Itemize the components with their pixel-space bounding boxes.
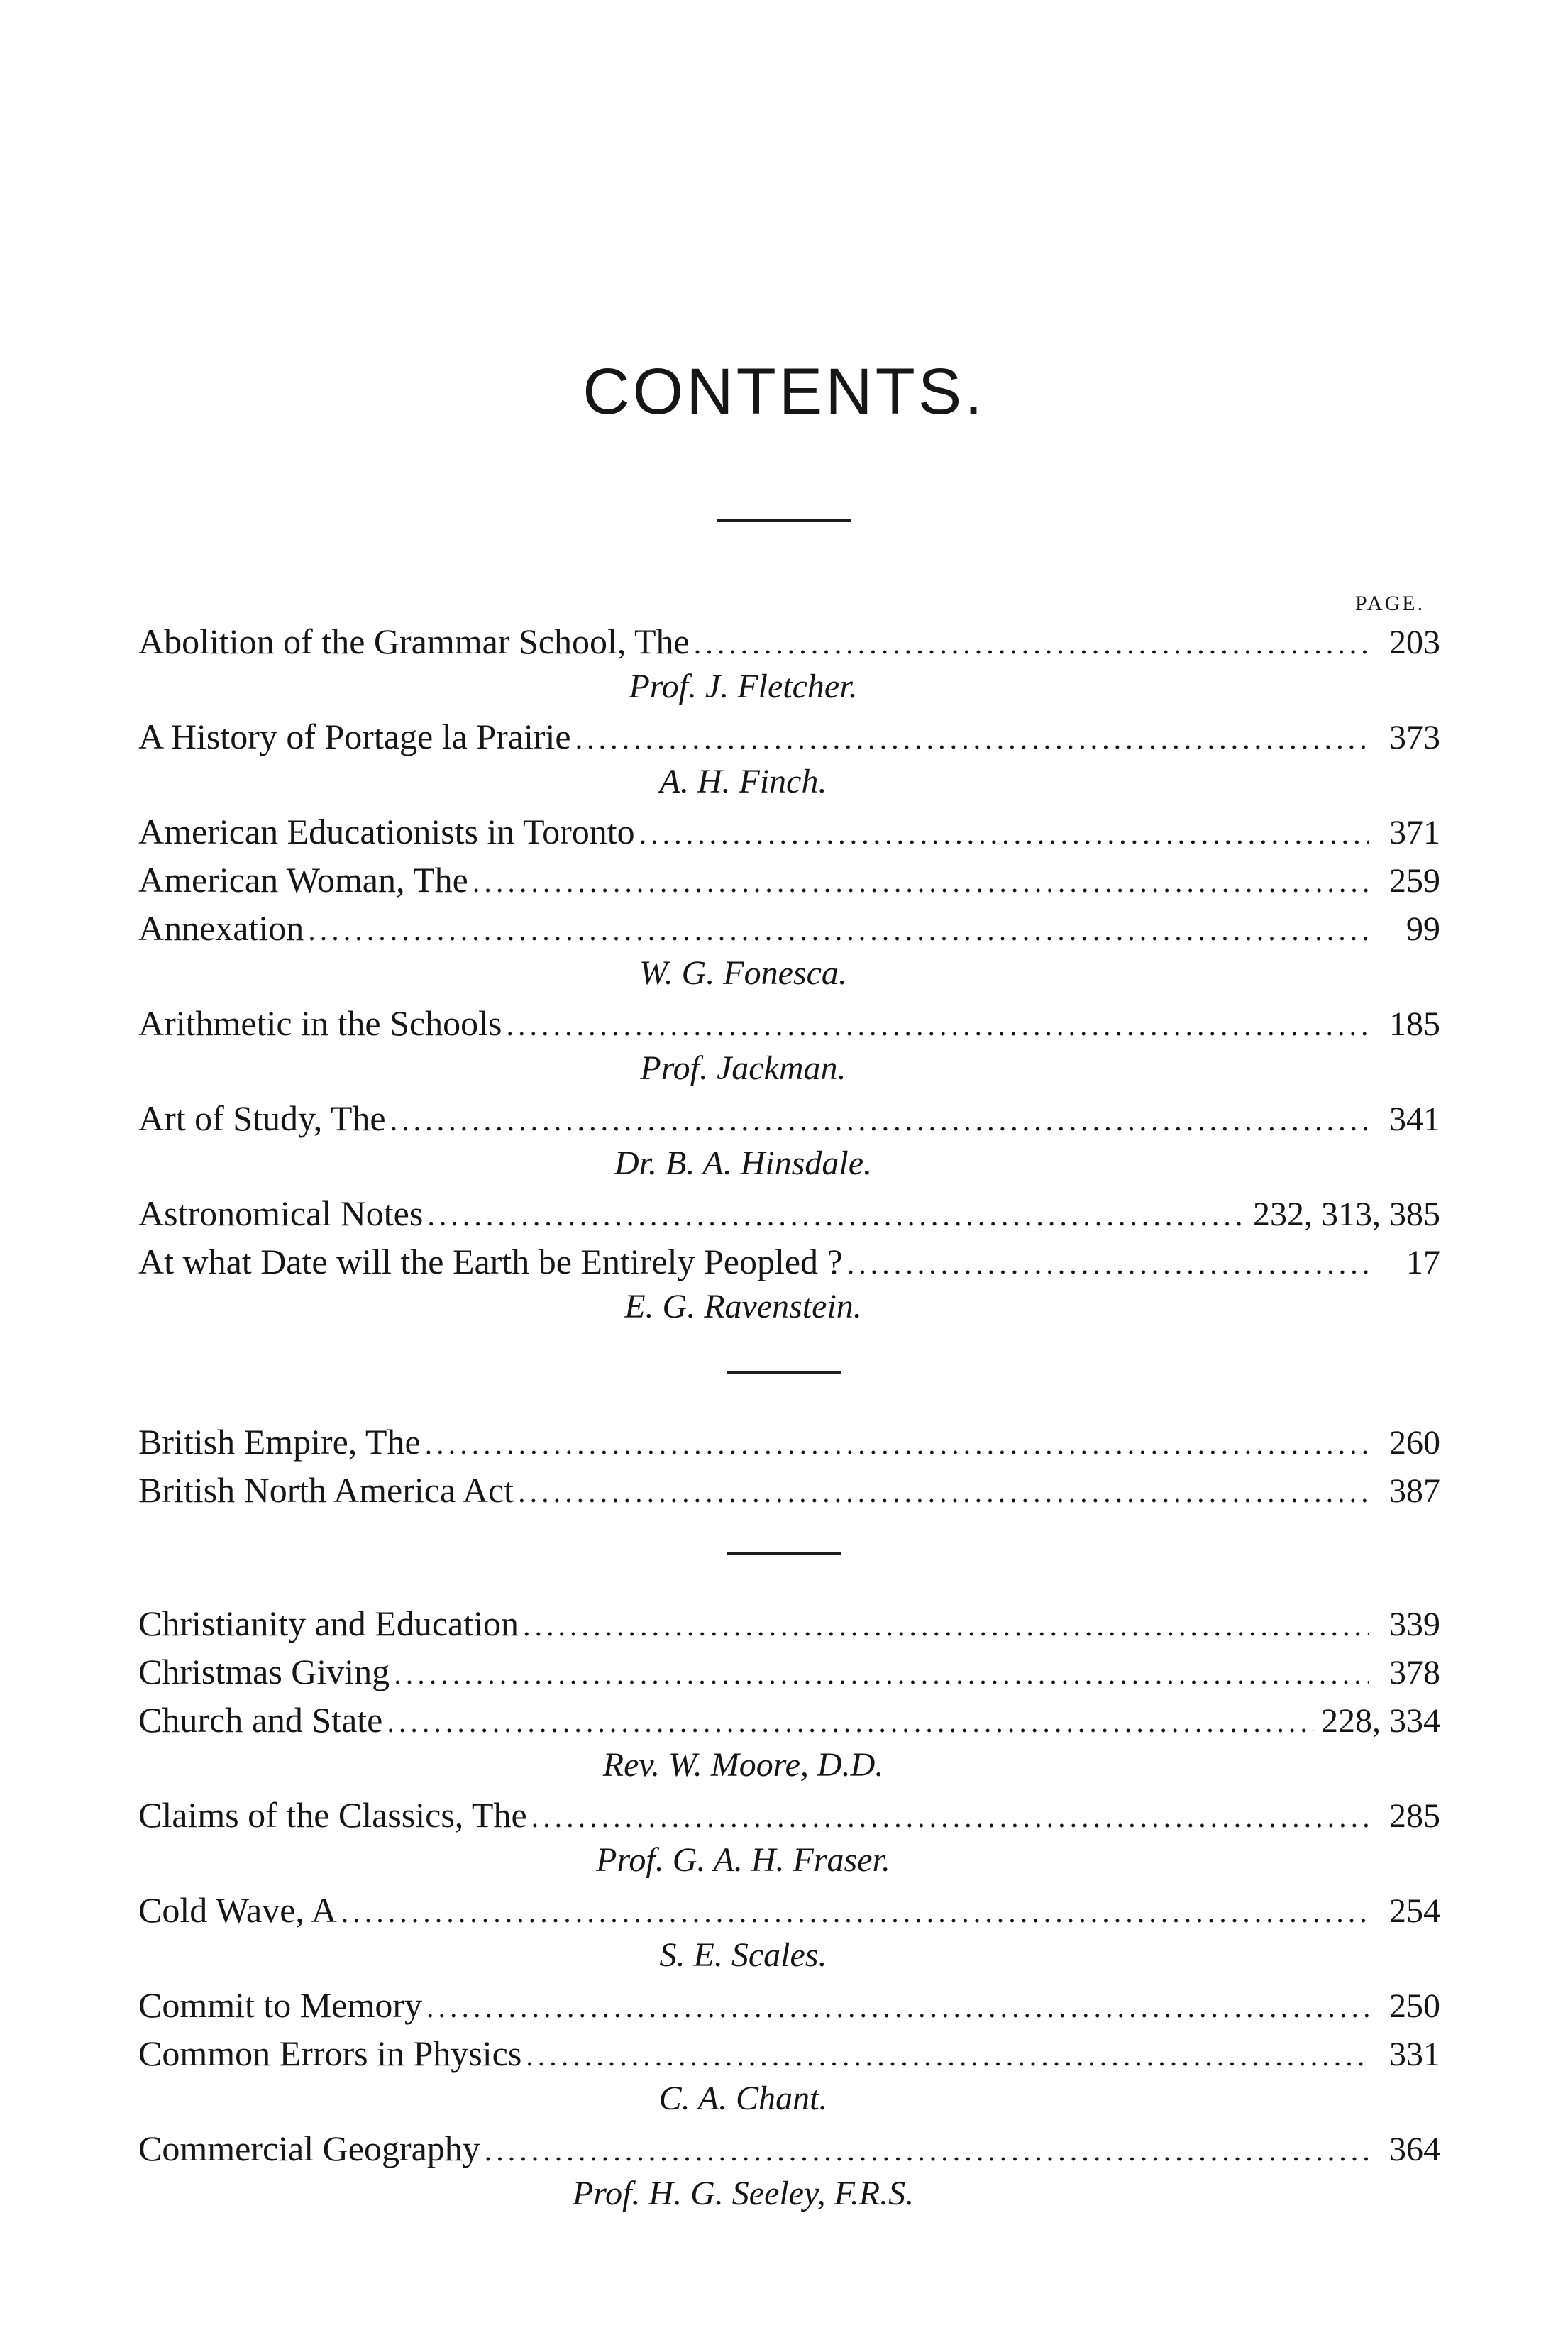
entry-author: W. G. Fonesca. bbox=[639, 954, 847, 992]
entry-title: Christmas Giving bbox=[138, 1652, 390, 1691]
page-title: CONTENTS. bbox=[583, 355, 985, 428]
entry-author: A. H. Finch. bbox=[659, 763, 827, 800]
entry-author: Prof. G. A. H. Fraser. bbox=[596, 1841, 890, 1879]
entry-title: American Woman, The bbox=[138, 860, 468, 900]
toc-entry bbox=[138, 2124, 1440, 2173]
toc-entry bbox=[138, 999, 1440, 1047]
page-number: 99 bbox=[1406, 910, 1440, 948]
entry-title: Cold Wave, A bbox=[138, 1890, 337, 1930]
dot-leader bbox=[523, 1602, 1369, 1650]
page-number: 371 bbox=[1389, 814, 1440, 851]
entry-author: Rev. W. Moore, D.D. bbox=[602, 1746, 884, 1784]
entry-title: Arithmetic in the Schools bbox=[138, 1003, 502, 1043]
page-number: 260 bbox=[1389, 1424, 1440, 1462]
page-number: 185 bbox=[1389, 1005, 1440, 1043]
entry-title: Abolition of the Grammar School, The bbox=[138, 622, 690, 661]
page-number: 285 bbox=[1389, 1797, 1440, 1835]
toc-section bbox=[138, 617, 1440, 1332]
toc-entry bbox=[138, 712, 1440, 761]
entry-author: E. G. Ravenstein. bbox=[624, 1288, 862, 1325]
toc-entry bbox=[138, 1647, 1440, 1696]
entry-title: At what Date will the Earth be Entirely Peopled ? bbox=[138, 1242, 843, 1281]
entry-title: Commit to Memory bbox=[138, 1985, 422, 2025]
dot-leader bbox=[694, 620, 1369, 668]
toc-entry bbox=[138, 2029, 1440, 2077]
toc-entry bbox=[138, 617, 1440, 666]
dot-leader bbox=[387, 1699, 1314, 1747]
toc-entry bbox=[138, 1094, 1440, 1142]
dot-leader bbox=[394, 1650, 1369, 1699]
divider-rule bbox=[727, 1552, 841, 1555]
entry-title: Annexation bbox=[138, 908, 304, 948]
toc-entry bbox=[138, 1237, 1440, 1286]
page-number: 373 bbox=[1389, 719, 1440, 756]
page-column-header: PAGE. bbox=[1355, 592, 1425, 615]
entry-author: Dr. B. A. Hinsdale. bbox=[614, 1144, 873, 1182]
section-divider bbox=[138, 1514, 1440, 1599]
dot-leader bbox=[526, 2032, 1369, 2080]
entry-title: Astronomical Notes bbox=[138, 1193, 424, 1233]
table-of-contents bbox=[138, 617, 1440, 2219]
toc-entry bbox=[138, 1791, 1440, 1839]
entry-title: Commercial Geography bbox=[138, 2129, 480, 2168]
page-number: 232, 313, 385 bbox=[1253, 1196, 1440, 1233]
entry-title: British North America Act bbox=[138, 1470, 514, 1510]
page-number: 250 bbox=[1389, 1987, 1440, 2025]
entry-title: British Empire, The bbox=[138, 1422, 421, 1462]
dot-leader bbox=[639, 810, 1369, 859]
toc-section bbox=[138, 1599, 1440, 2219]
toc-entry bbox=[138, 1696, 1440, 1744]
toc-entry bbox=[138, 1466, 1440, 1514]
entry-title: Claims of the Classics, The bbox=[138, 1795, 527, 1835]
entry-author: S. E. Scales. bbox=[659, 1936, 827, 1974]
toc-section bbox=[138, 1418, 1440, 1514]
dot-leader bbox=[426, 1984, 1369, 2032]
page-number: 203 bbox=[1389, 624, 1440, 661]
page-number: 364 bbox=[1389, 2131, 1440, 2168]
toc-entry bbox=[138, 904, 1440, 952]
page-number: 387 bbox=[1389, 1472, 1440, 1510]
toc-entry bbox=[138, 1981, 1440, 2029]
toc-entry bbox=[138, 1418, 1440, 1466]
dot-leader bbox=[308, 907, 1369, 955]
page-number: 341 bbox=[1389, 1100, 1440, 1138]
dot-leader bbox=[518, 1469, 1369, 1517]
entry-author: C. A. Chant. bbox=[658, 2080, 828, 2117]
entry-author: Prof. Jackman. bbox=[640, 1049, 846, 1087]
dot-leader bbox=[847, 1240, 1369, 1288]
dot-leader bbox=[531, 1794, 1369, 1842]
page-number: 228, 334 bbox=[1321, 1702, 1440, 1740]
title-rule bbox=[717, 519, 851, 522]
dot-leader bbox=[575, 715, 1369, 763]
entry-title: Church and State bbox=[138, 1700, 383, 1740]
divider-rule bbox=[727, 1371, 841, 1374]
toc-entry bbox=[138, 807, 1440, 856]
dot-leader bbox=[473, 859, 1369, 907]
toc-entry bbox=[138, 1189, 1440, 1237]
page-number: 259 bbox=[1389, 862, 1440, 900]
page-number: 254 bbox=[1389, 1892, 1440, 1930]
entry-title: American Educationists in Toronto bbox=[138, 812, 635, 851]
toc-entry bbox=[138, 1599, 1440, 1647]
section-divider bbox=[138, 1332, 1440, 1418]
entry-title: Christianity and Education bbox=[138, 1603, 519, 1643]
entry-title: A History of Portage la Prairie bbox=[138, 717, 571, 756]
dot-leader bbox=[427, 1192, 1246, 1240]
toc-entry bbox=[138, 856, 1440, 904]
page-number: 331 bbox=[1389, 2036, 1440, 2073]
entry-title: Art of Study, The bbox=[138, 1098, 386, 1138]
dot-leader bbox=[390, 1097, 1369, 1145]
page-number: 17 bbox=[1406, 1244, 1440, 1281]
toc-entry bbox=[138, 1886, 1440, 1934]
page-number: 339 bbox=[1389, 1606, 1440, 1643]
dot-leader bbox=[485, 2127, 1369, 2175]
dot-leader bbox=[506, 1002, 1369, 1050]
dot-leader bbox=[425, 1420, 1369, 1469]
dot-leader bbox=[341, 1889, 1369, 1937]
entry-author: Prof. J. Fletcher. bbox=[629, 668, 858, 705]
entry-title: Common Errors in Physics bbox=[138, 2033, 522, 2073]
page-number: 378 bbox=[1389, 1654, 1440, 1691]
entry-author: Prof. H. G. Seeley, F.R.S. bbox=[572, 2175, 915, 2212]
